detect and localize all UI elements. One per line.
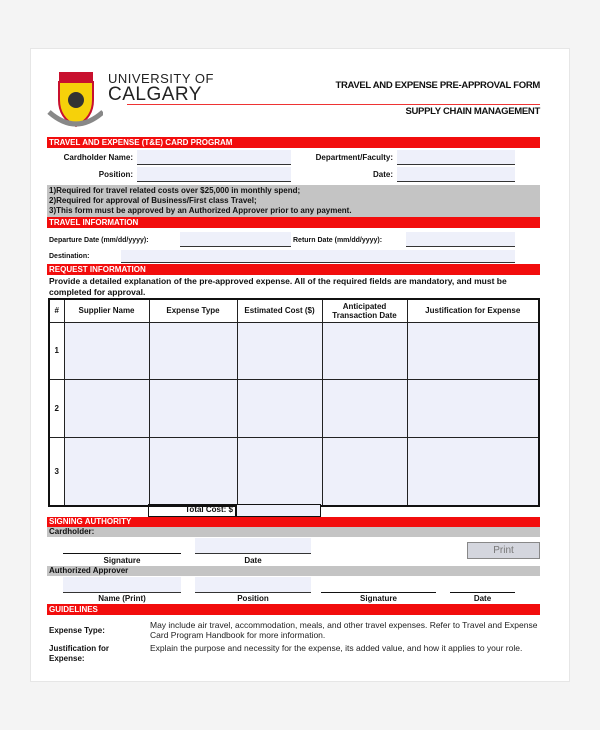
justification-cell[interactable] (407, 322, 539, 379)
row-number: 3 (49, 437, 64, 506)
row-number: 2 (49, 379, 64, 437)
guideline-text: Explain the purpose and necessity for the expense, its added value, and how it applies to your role. (150, 643, 523, 653)
cardholder-name-field[interactable] (137, 150, 291, 165)
date-caption: Date (244, 556, 262, 565)
cardholder-date-field[interactable] (195, 538, 311, 554)
name-caption: Name (Print) (98, 594, 146, 603)
form-subtitle: SUPPLY CHAIN MANAGEMENT (405, 106, 540, 117)
date-cell[interactable] (322, 322, 407, 379)
table-row (49, 322, 539, 379)
header-divider (127, 104, 540, 105)
date-cell[interactable] (322, 379, 407, 437)
expense-type-cell[interactable] (149, 322, 237, 379)
col-number: # (49, 299, 64, 322)
form-title: TRAVEL AND EXPENSE PRE-APPROVAL FORM (335, 80, 540, 91)
destination-field[interactable] (121, 250, 515, 263)
supplier-cell[interactable] (64, 437, 149, 506)
col-supplier: Supplier Name (64, 299, 149, 322)
approver-signature-line[interactable] (321, 592, 436, 593)
table-header (49, 299, 539, 322)
requirements-notes (47, 185, 540, 217)
date-field[interactable] (397, 167, 515, 182)
cost-cell[interactable] (237, 322, 322, 379)
col-justification: Justification for Expense (407, 299, 539, 322)
destination-label: Destination: (49, 253, 90, 260)
approver-position-field[interactable] (195, 577, 311, 593)
expense-table (48, 298, 540, 507)
cardholder-heading: Cardholder: (47, 527, 540, 537)
section-guidelines: GUIDELINES (47, 604, 540, 615)
return-date-field[interactable] (406, 232, 515, 247)
department-field[interactable] (397, 150, 515, 165)
section-card-program: TRAVEL AND EXPENSE (T&E) CARD PROGRAM (47, 137, 540, 148)
table-row (49, 379, 539, 437)
approver-date-line[interactable] (450, 592, 515, 593)
cost-cell[interactable] (237, 379, 322, 437)
request-instructions: Provide a detailed explanation of the pre-approved expense. All of the required fields are mandatory, and must be completed for approval. (49, 276, 507, 297)
note: 1)Required for travel related costs over $25,000 in monthly spend; (49, 186, 301, 195)
section-request-info: REQUEST INFORMATION (47, 264, 540, 275)
guideline-label: Expense Type: (49, 626, 105, 635)
expense-type-cell[interactable] (149, 379, 237, 437)
section-travel-info: TRAVEL INFORMATION (47, 217, 540, 228)
position-label: Position: (98, 170, 133, 179)
guideline-label: Justification for Expense: (49, 644, 110, 663)
section-signing-authority: SIGNING AUTHORITY (47, 517, 540, 527)
position-caption: Position (237, 594, 269, 603)
return-date-label: Return Date (mm/dd/yyyy): (293, 237, 383, 244)
date-cell[interactable] (322, 437, 407, 506)
col-estimated-cost: Estimated Cost ($) (237, 299, 322, 322)
signature-caption: Signature (360, 594, 397, 603)
department-label: Department/Faculty: (315, 153, 393, 162)
note: 2)Required for approval of Business/First class Travel; (49, 196, 257, 205)
position-field[interactable] (137, 167, 291, 182)
col-transaction-date: Anticipated Transaction Date (322, 299, 407, 322)
note: 3)This form must be approved by an Authorized Approver prior to any payment. (49, 206, 352, 215)
justification-cell[interactable] (407, 379, 539, 437)
date-label: Date: (372, 170, 393, 179)
row-number: 1 (49, 322, 64, 379)
signature-caption: Signature (103, 556, 141, 565)
supplier-cell[interactable] (64, 322, 149, 379)
university-name-line1: UNIVERSITY OF (108, 71, 214, 86)
university-name-line2: CALGARY (108, 84, 202, 105)
university-crest-logo (47, 70, 103, 132)
date-caption: Date (473, 594, 492, 603)
total-cost-label: Total Cost: $ (148, 504, 236, 517)
guideline-text: May include air travel, accommodation, meals, and other travel expenses. Refer to Travel and Expense Card Program Handbook for more information. (150, 620, 538, 640)
expense-type-cell[interactable] (149, 437, 237, 506)
print-button[interactable]: Print (467, 542, 540, 559)
cost-cell[interactable] (237, 437, 322, 506)
departure-date-field[interactable] (180, 232, 291, 247)
total-cost-field[interactable] (236, 504, 321, 517)
authorized-approver-heading: Authorized Approver (47, 566, 540, 576)
departure-date-label: Departure Date (mm/dd/yyyy): (49, 237, 149, 244)
table-row (49, 437, 539, 506)
cardholder-signature-line[interactable] (63, 553, 181, 554)
supplier-cell[interactable] (64, 379, 149, 437)
approver-name-field[interactable] (63, 577, 181, 593)
cardholder-name-label: Cardholder Name: (63, 153, 133, 162)
col-expense-type: Expense Type (149, 299, 237, 322)
justification-cell[interactable] (407, 437, 539, 506)
